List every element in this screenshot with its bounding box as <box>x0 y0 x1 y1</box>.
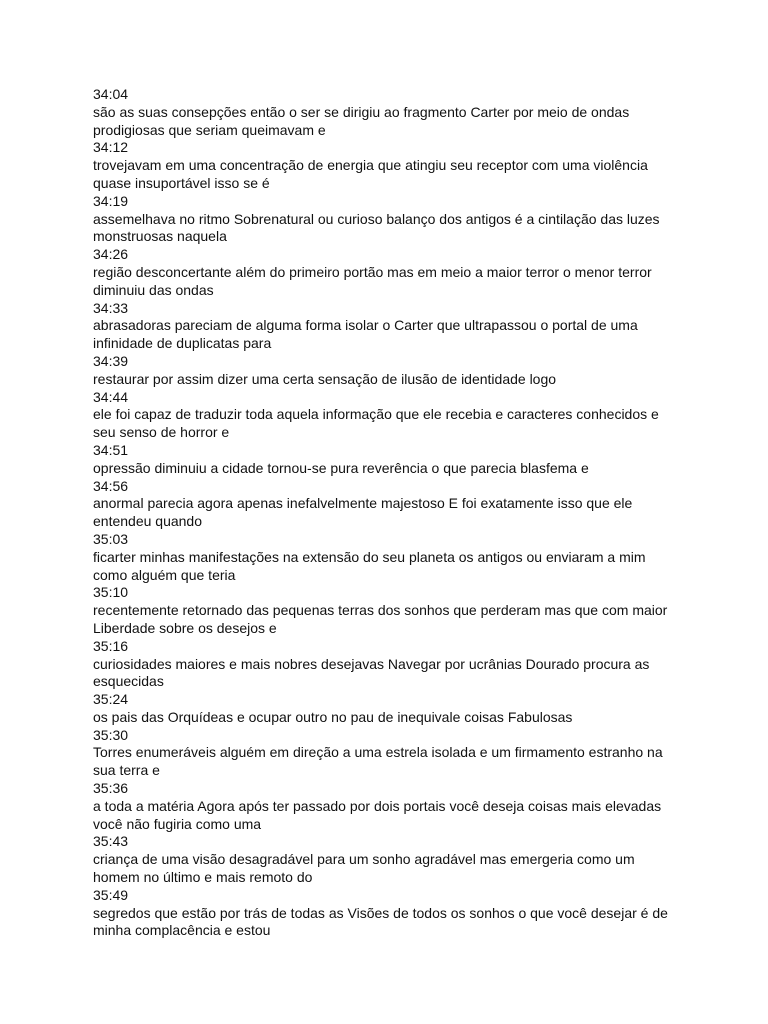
transcript-text: trovejavam em uma concentração de energia que atingiu seu receptor com uma violência quase insuportável isso se é <box>93 157 648 191</box>
transcript-entry <box>93 584 683 637</box>
transcript-text: criança de uma visão desagradável para um sonho agradável mas emergeria como um homem no último e mais remoto do <box>93 851 635 886</box>
timestamp: 34:56 <box>93 477 129 494</box>
transcript-entry <box>93 833 683 886</box>
transcript-text: Torres enumeráveis alguém em direção a uma estrela isolada e um firmamento estranho na sua terra e <box>93 744 663 779</box>
transcript-entry <box>93 139 683 192</box>
timestamp: 35:16 <box>93 637 129 654</box>
transcript-text: opressão diminuiu a cidade tornou-se pura reverência o que parecia blasfema e <box>93 459 589 476</box>
transcript-entry <box>93 780 683 833</box>
timestamp: 34:39 <box>93 352 129 369</box>
transcript-text: segredos que estão por trás de todas as Visões de todos os sonhos o que você desejar é de minha complacência e estou <box>93 904 668 939</box>
transcript-entry <box>93 638 683 691</box>
timestamp: 34:44 <box>93 388 129 405</box>
transcript-text: curiosidades maiores e mais nobres desejavas Navegar por ucrânias Dourado procura as esquecidas <box>93 655 650 690</box>
timestamp: 35:10 <box>93 584 129 601</box>
transcript-entry <box>93 246 683 299</box>
timestamp: 34:12 <box>93 139 129 156</box>
transcript-entry <box>93 442 683 478</box>
transcript-text: restaurar por assim dizer uma certa sensação de ilusão de identidade logo <box>93 370 557 387</box>
transcript-text: ficarter minhas manifestações na extensão do seu planeta os antigos ou enviaram a mim como alguém que teria <box>93 548 646 583</box>
transcript-text: os pais das Orquídeas e ocupar outro no pau de inequivale coisas Fabulosas <box>93 708 573 725</box>
timestamp: 34:04 <box>93 86 129 102</box>
timestamp: 35:49 <box>93 886 129 903</box>
transcript-body <box>93 86 683 940</box>
transcript-entry <box>93 887 683 940</box>
timestamp: 35:24 <box>93 691 129 708</box>
timestamp: 35:43 <box>93 833 129 850</box>
transcript-entry <box>93 300 683 353</box>
timestamp: 34:33 <box>93 299 129 316</box>
transcript-entry <box>93 353 683 389</box>
transcript-text: abrasadoras pareciam de alguma forma isolar o Carter que ultrapassou o portal de uma infinidade de duplicatas para <box>93 317 638 352</box>
transcript-text: região desconcertante além do primeiro portão mas em meio a maior terror o menor terror diminuiu das ondas <box>93 263 652 298</box>
transcript-text: a toda a matéria Agora após ter passado por dois portais você deseja coisas mais elevadas você não fugiria como uma <box>93 797 662 832</box>
transcript-entry <box>93 727 683 780</box>
transcript-text: recentemente retornado das pequenas terras dos sonhos que perderam mas que com maior Liberdade sobre os desejos e <box>93 602 668 636</box>
timestamp: 35:03 <box>93 530 129 547</box>
transcript-entry <box>93 531 683 584</box>
transcript-entry <box>93 478 683 531</box>
timestamp: 34:26 <box>93 246 129 263</box>
transcript-entry <box>93 86 683 139</box>
transcript-entry <box>93 193 683 246</box>
timestamp: 34:51 <box>93 441 129 458</box>
timestamp: 35:36 <box>93 780 129 797</box>
transcript-text: assemelhava no ritmo Sobrenatural ou curioso balanço dos antigos é a cintilação das luzes monstruosas naquela <box>93 210 660 245</box>
timestamp: 34:19 <box>93 192 129 209</box>
transcript-entry <box>93 389 683 442</box>
transcript-text: anormal parecia agora apenas inefalvelmente majestoso E foi exatamente isso que ele entendeu quando <box>93 495 633 530</box>
transcript-text: ele foi capaz de traduzir toda aquela informação que ele recebia e caracteres conhecidos e seu senso de horror e <box>93 406 659 441</box>
transcript-entry <box>93 691 683 727</box>
timestamp: 35:30 <box>93 726 129 743</box>
transcript-text: são as suas consepções então o ser se dirigiu ao fragmento Carter por meio de ondas prodigiosas que seriam queimavam e <box>93 103 630 138</box>
